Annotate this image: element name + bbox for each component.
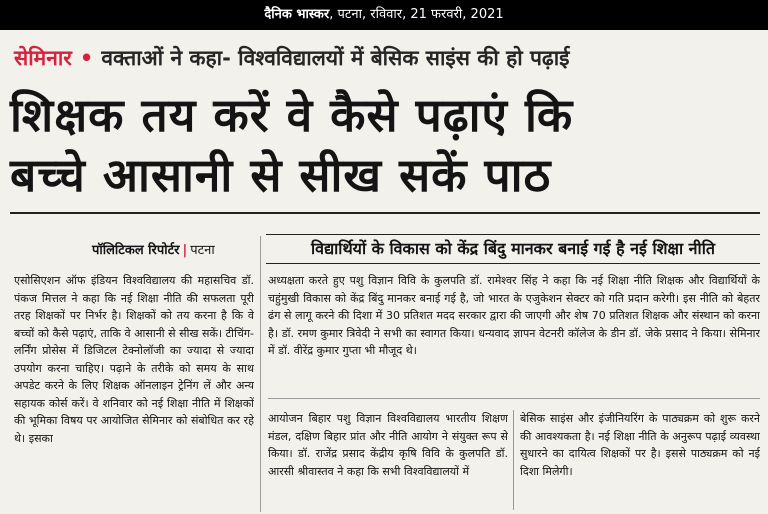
byline	[92, 240, 215, 258]
byline-separator: |	[182, 243, 188, 258]
article-column-1: एसोसिएशन ऑफ इंडियन विश्वविद्यालय की महासचिव डॉ. पंकज मित्तल ने कहा कि नई शिक्षा नीति की सफलता पूरी तरह शिक्षकों पर निर्भर है। शिक्षकों को तय करना है कि वे बच्चों को कैसे पढ़ाएं, ताकि वे आसानी से सीख सकें। टीचिंग-लर्निंग प्रोसेस में डिजिटल टेक्नोलॉजी का ज्यादा से ज्यादा उपयोग करना चाहिए। पढ़ाने के तरीके को समय के साथ अपडेट करने के लिए शिक्षक ऑनलाइन ट्रेनिंग लें और अन्य सहायक कोर्स करें। वे शनिवार को नई शिक्षा नीति में शिक्षकों की भूमिका विषय पर आयोजित सेमिनार को संबोधित कर रहे थे। इसका	[14, 274, 254, 445]
article-column-3: आयोजन बिहार पशु विज्ञान विश्वविद्यालय भारतीय शिक्षण मंडल, दक्षिण बिहार प्रांत और नीति आयोग ने संयुक्त रूप से किया। डॉ. राजेंद्र प्रसाद केंद्रीय कृषि विवि के कुलपति डॉ. आरसी श्रीवास्तव ने कहा कि सभी विश्वविद्यालयों में	[268, 412, 508, 478]
section-divider	[268, 398, 760, 399]
column-rule	[260, 236, 261, 512]
bullet-icon: •	[79, 46, 94, 70]
headline-line-1: शिक्षक तय करें वे कैसे पढ़ाएं कि	[10, 88, 574, 142]
masthead-brand: दैनिक भास्कर	[264, 7, 330, 22]
byline-reporter: पॉलिटिकल रिपोर्टर	[92, 243, 180, 258]
masthead-bar	[0, 0, 768, 30]
kicker	[14, 38, 762, 78]
headline-divider	[10, 212, 760, 214]
masthead-dateline: , पटना, रविवार, 21 फरवरी, 2021	[329, 7, 504, 22]
subheadline: विद्यार्थियों के विकास को केंद्र बिंदु मानकर बनाई गई है नई शिक्षा नीति	[266, 234, 760, 264]
column-rule	[513, 410, 514, 510]
byline-place: पटना	[190, 243, 215, 258]
headline-line-2: बच्चे आसानी से सीख सकें पाठ	[10, 148, 552, 202]
kicker-label: सेमिनार	[14, 46, 72, 70]
kicker-text: वक्ताओं ने कहा- विश्वविद्यालयों में बेसिक साइंस की हो पढ़ाई	[101, 46, 570, 70]
article-column-4: बेसिक साइंस और इंजीनियरिंग के पाठ्यक्रम को शुरू करने की आवश्यकता है। नई शिक्षा नीति के अनुरूप पढ़ाई व्यवस्था सुधारने का दायित्व शिक्षकों पर है। इससे पाठ्यक्रम को नई दिशा मिलेगी।	[520, 412, 760, 478]
article-column-2: अध्यक्षता करते हुए पशु विज्ञान विवि के कुलपति डॉ. रामेश्वर सिंह ने कहा कि नई शिक्षा नीति शिक्षक और विद्यार्थियों के चहुंमुखी विकास को केंद्र बिंदु मानकर बनाई गई है, जो भारत के एजुकेशन सेक्टर को गति प्रदान करेगी। इस नीति को बेहतर ढंग से लागू करने की दिशा में 30 प्रतिशत मदद सरकार द्वारा की जाएगी और शेष 70 प्रतिशत शिक्षक और संस्थान को करना है। डॉ. रमण कुमार त्रिवेदी ने सभी का स्वागत किया। धन्यवाद ज्ञापन वेटनरी कॉलेज के डीन डॉ. जेके प्रसाद ने किया। सेमिनार में डॉ. वीरेंद्र कुमार गुप्ता भी मौजूद थे।	[268, 274, 760, 357]
